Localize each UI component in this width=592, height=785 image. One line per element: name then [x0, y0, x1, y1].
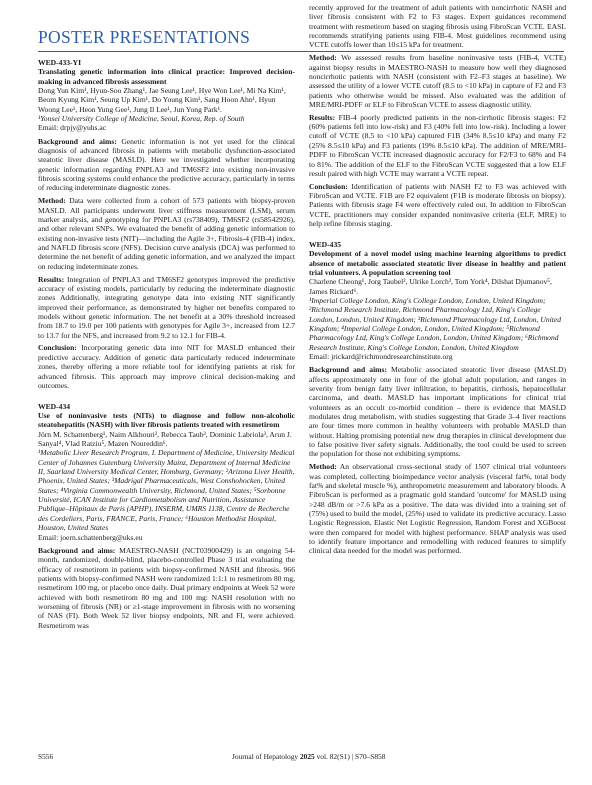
abstract-authors: Dong Yun Kim¹, Hyun-Soo Zhang¹, Jae Seung Lee¹, Hye Won Lee¹, Mi Na Kim¹, Beom Kyung Kim¹, Seung Up Kim¹, Do Young Kim¹, Sang Hoon Ahn¹, Hyun Woong Lee¹, Heon Yung Gee¹, Jung Il Lee¹, Jun Yong Park¹. [38, 86, 286, 114]
abstract-method: Method: Data were collected from a cohort of 573 patients with biopsy-proven MASLD. All participants underwent liver stiffness measurement (LSM), serum marker analysis, and genotyping for PNPLA3 (rs738409), TM6SF2 (rs58542926), and other relevant SNPs. We evaluated the benefit of adding genetic information to existing non-invasive tests (NIT)—including the Agile 3+, Fibrosis-4 (FIB-4) index, and NAFLD fibrosis score (NFS). Decision curve analysis (DCA) was performed to determine the net benefit of adding genetic information, and we analyzed the impact on reducing indeterminate zones. [38, 196, 295, 271]
section-header: POSTER PRESENTATIONS [38, 27, 251, 47]
abstract-affiliation: ¹Imperial College London, King's College London, London, United Kingdom; ²Richmond Research Institute, Richmond Pharmacology Ltd, King's College London, London, United Kingdom; ³Richmond Pharmacology Ltd, London, United Kingdom; ⁴Imperial College London, London, United Kingdom; ⁵Richmond Pharmacology Ltd, King's College London, London, United Kingdom; ⁶Richmond Research Institute, King's College London, London, United Kingdom [309, 295, 562, 352]
abstract-authors: Charlene Cheong¹, Jorg Taubel², Ulrike Lorch³, Tom York⁴, Dilshat Djumanov⁵, James Rickard⁶. [309, 277, 552, 296]
abstract-email: Email: jrickard@richmondresearchinstitute.org [309, 352, 453, 362]
abstract-email: Email: joern.schattenberg@uks.eu [38, 532, 143, 542]
abstract-affiliation: ¹Metabolic Liver Research Program, I. Department of Medicine, University Medical Center of Johannes Gutenburg University Mainz, Department of Internal Medicine II, Saarland University Medical Center, Homburg, Germany; ²Arizona Liver Health, Phoenix, United States; ³Madrigal Pharmaceuticals, West Conshohocken, United States; ⁴Virginia Commonwealth University, Richmond, United States; ⁵Sorbonne Université, ICAN Institute for Cardiometabolism and Nutrition, Assistance Publique–Hôpitaux de Paris (APHP), INSERM, UMRS 1138, Centre de Recherche des Cordeliers, Paris, FRANCE, Paris, France; ⁶Houston Methodist Hospital, Houston, United States [38, 448, 295, 533]
abstract-results: Results: Integration of PNPLA3 and TM6SF2 genotypes improved the predictive accuracy of existing models, particularly by reducing the indeterminate diagnostic zones Additionally, integrating genotype data into existing NIT significantly improved their performance, as demonstrated by higher net benefits compared to models without genetic information. The net benefit at a 30% threshold increased from 18.7 to 19.0 per 100 patients with genotypes for Agile 3+, increased from 12.7 to 13.7 for the NFS, and increased from 9.2 to 12.1 for FIB-4. [38, 274, 295, 340]
abstract-background: Background and aims: Metabolic associated steatotic liver disease (MASLD) affects approximately one in four of the global adult population, and ranges in severity from benign fatty liver infiltration, to hepatitis, cirrhosis, hepatocellular carcinoma, and death. MASLD has important implications for clinical trial volunteers as an occult co-morbid condition – there is evidence that MASLD modulates drug metabolism, with studies suggesting that Grade 3–4 liver reactions are four times more common in healthy volunteers with probable MASLD than without. Halting promising potential new drug therapies in clinical development due to false positive liver safety signals. Additionally, the tool could be used to screen the population for those not exhibiting symptoms. [309, 365, 566, 459]
abstract-method: Method: We assessed results from baseline noninvasive tests (FIB-4, VCTE) against biopsy results in MAESTRO-NASH to measure how well they diagnosed noncirrhotic patients with NASH (consistent with F2–F3 stages at baseline). We assessed the utility of a lower VCTE cutoff (8.5 to <10 kPa) in capture of F2 and F3 patients who otherwise would be missed. Also evaluated was the addition of MRE/MRI-PDFF or ELF to FibroScan VCTE to assess diagnostic utility. [309, 53, 566, 109]
left-column [38, 58, 295, 633]
abstract-method: Method: An observational cross-sectional study of 1507 clinical trial volunteers was completed, collecting bioimpedance vector analysis (visceral fat%, total body fat% and skeletal muscle %), anthropometric measurement and laboratory bloods. A FibroScan is performed as a pragmatic gold standard 'outcome' for MASLD using >248 dB/m or >7.6 kPa as a positive. The data was divided into a training set of (75%) used to build the model, (25%) used to validate its predictive accuracy. Lasso Logistic Regression, Elastic Net Logistic Regression, Random Forest and XGBoost were then compared for model with highest performance. SHAP analysis was used to identify feature importance and remodelling with reduced features to simplify clinical data needed for the model was performed. [309, 462, 566, 556]
abstract-title: Translating genetic information into clinical practice: Improved decision-making in advanced fibrosis assessment [38, 67, 295, 86]
page-number: S556 [38, 752, 54, 761]
abstract-authors: Jörn M. Schattenberg¹, Naim Alkhouri², Rebecca Taub³, Dominic Labriola³, Arun J. Sanyal⁴, Vlad Ratziu⁵, Mazen Noureddin⁶. [38, 429, 292, 449]
abstract-title: Development of a novel model using machine learning algorithms to predict absence of metabolic associated steatotic liver disease in healthy and patient trial volunteers. A population screening tool [309, 249, 566, 277]
abstract-email: Email: drpjy@yuhs.ac [38, 123, 107, 133]
abstract-title: Use of noninvasive tests (NITs) to diagnose and follow non-alcoholic steatohepatitis (NASH) with liver fibrosis patients treated with resmetirom [38, 411, 295, 430]
abstract-conclusion: Conclusion: Incorporating genetic data into NIT for MASLD enhanced their predictive accuracy. Addition of genetic data particularly reduced indeterminate zones, thereby offering a more reliable tool for identifying patients at risk for advanced fibrosis. This approach may improve clinical decision-making and outcomes. [38, 343, 295, 390]
abstract-affiliation: ¹Yonsei University College of Medicine, Seoul, Korea, Rep. of South [38, 114, 245, 124]
abstract-id: WED-435 [309, 239, 342, 249]
abstract-conclusion: Conclusion: Identification of patients with NASH F2 to F3 was achieved with FibroScan and VCTE. F1B are F2 equivalent (F1B is moderate fibrosis on biopsy). Patients with fibrosis stage F4 were effectively ruled out. In addition to FibroScan VCTE, practitioners may consider expanded noninvasive criteria (ELF, MRE) to help refine fibrosis staging. [309, 181, 567, 229]
abstract-background: Background and aims: MAESTRO-NASH (NCT03900429) is an ongoing 54-month, randomized, double-blind, placebo-controlled Phase 3 trial evaluating the efficacy of resmetirom in patients with biopsy-confirmed NASH and fibrosis. 966 patients with biopsy-confirmed NASH were randomized 1:1:1 to resmetirom 80 mg, resmetirom 100 mg, or placebo once daily. Dual primary endpoints at Week 52 were achieved with both resmetirom 80 mg and 100 mg: NASH resolution with no worsening of fibrosis (NR) or ≥1-stage improvement in fibrosis with no worsening of NAS (FI). Both Week 52 liver biopsy endpoints, NR and FI, were achieved. Resmetirom was [38, 545, 295, 630]
journal-citation: Journal of Hepatology 2025 vol. 82(S1) | S70–S858 [232, 752, 386, 761]
abstract-continuation: recently approved for the treatment of adult patients with noncirrhotic NASH and liver fibrosis consistent with F2 to F3 stages. Expert guidances recommend treatment with resmetirom based on staging fibrosis using FibroScan VCTE. EASL recommends stratifying patients using FIB-4. Most guidelines recommend using VCTE cutoffs lower than 10≤15 kPa for treatment. [309, 3, 566, 50]
abstract-background: Background and aims: Genetic information is not yet used for the clinical diagnosis of advanced fibrosis in patients with metabolic dysfunction-associated steatotic liver disease (MASLD). Here we investigated whether incorporating genetic information regarding PNPLA3 and TM6SF2 into existing non-invasive fibrosis scoring systems could enhance the predictive accuracy, particularly in terms of reducing indeterminate diagnostic zones. [38, 136, 295, 193]
abstract-results: Results: FIB-4 poorly predicted patients in the non-cirrhotic fibrosis stages: F2 (60% patients fell into low-risk) and F3 (40% fell into low-risk). Including a lower cutoff of VCTE (8.5 to <10 kPa) captured F1B (34% 8.5≤10 kPa) and many F2 (25% 8.5≤10 kPa) and F3 patients (19% 8.5≤10 kPa). The addition of MRE/MRI-PDFF to FibroScan VCTE increased diagnostic accuracy for F2/F3 to 68% and F4 to 81%. The addition of the ELF to the FibroScan VCTE suggested that a low ELF result paired with high VCTE may warrant a VCTE repeat. [309, 112, 567, 178]
abstract-id: WED-433-YI [38, 58, 82, 67]
right-column [309, 3, 566, 559]
abstract-id: WED-434 [38, 401, 71, 411]
